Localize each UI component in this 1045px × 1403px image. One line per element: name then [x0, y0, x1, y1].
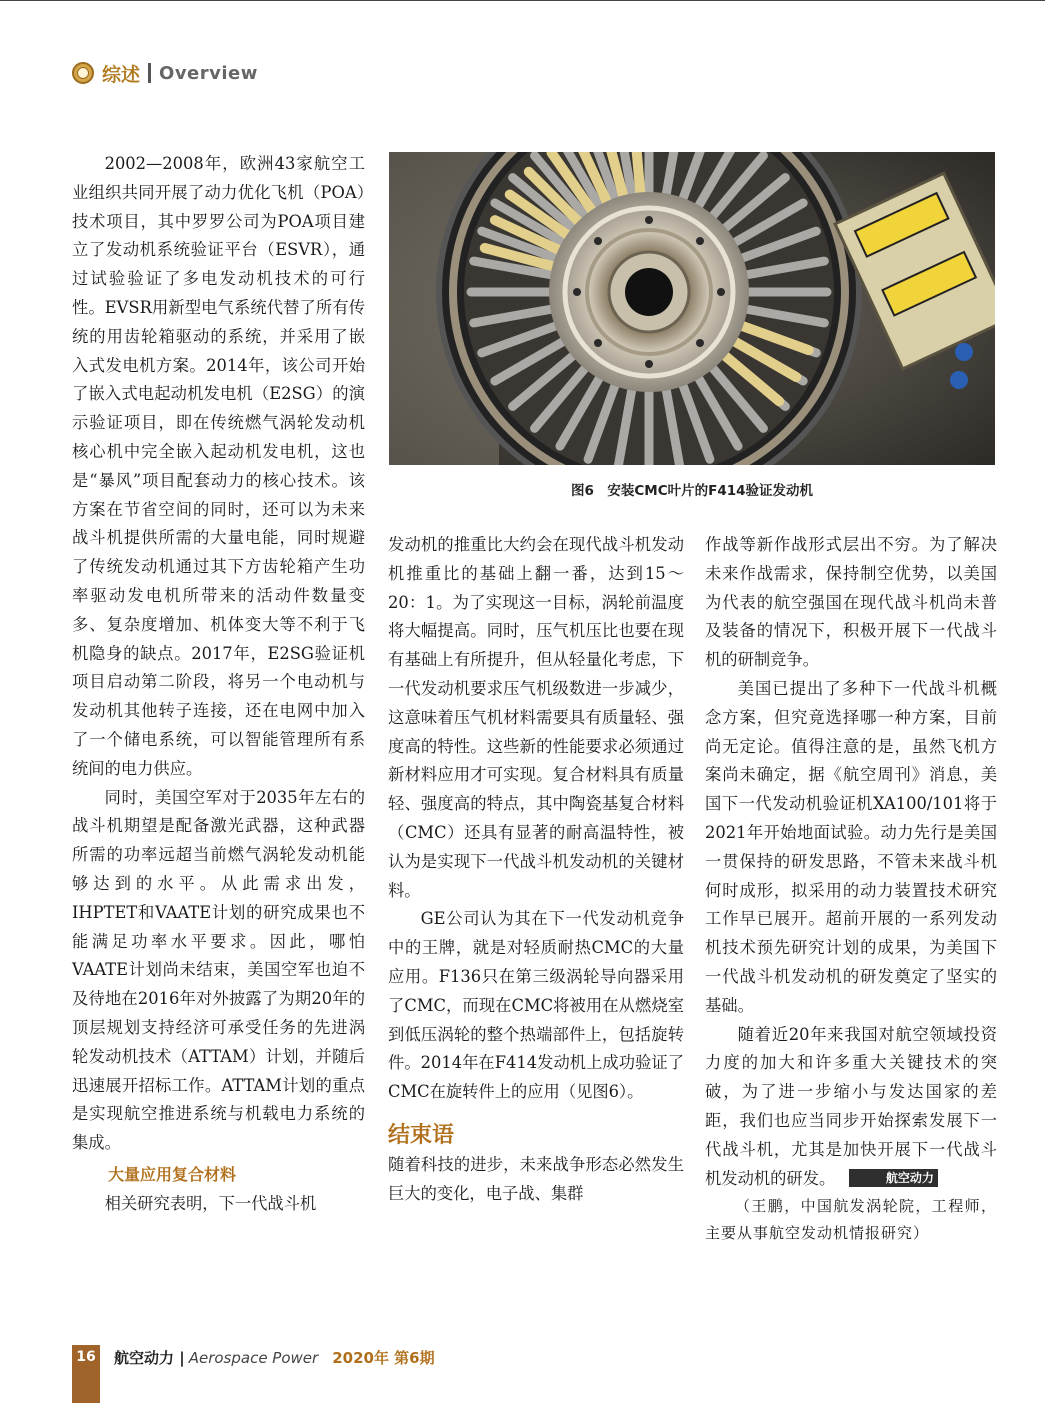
paragraph: 随着科技的进步，未来战争形态必然发生巨大的变化，电子战、集群	[388, 1154, 684, 1203]
section-title-en: Overview	[159, 62, 258, 84]
subsection-heading: 大量应用复合材料	[108, 1164, 237, 1184]
issue-label: 2020年 第6期	[332, 1349, 435, 1367]
section-title-cn: 综述	[102, 63, 141, 86]
journal-name-cn: 航空动力 |	[114, 1349, 185, 1367]
figure-caption: 图6 安装CMC叶片的F414验证发动机	[570, 483, 814, 499]
paragraph: GE公司认为其在下一代发动机竞争中的王牌，就是对轻质耐热CMC的大量应用。F136只在第三级涡轮导向器采用了CMC，而现在CMC将被用在从燃烧室到低压涡轮的整个热端部件上，包括旋转件。2014年在F414发动机上成功验证了CMC在旋转件上的应用（见图6）。	[388, 909, 684, 1102]
journal-logo-icon	[72, 62, 94, 84]
paragraph: 美国已提出了多种下一代战斗机概念方案，但究竟选择哪一种方案，目前尚无定论。值得注意的是，虽然飞机方案尚未确定，据《航空周刊》消息，美国下一代发动机验证机XA100/101将于2021年开始地面试验。动力先行是美国一贯保持的研发思路，不管未来战斗机何时成形，拟采用的动力装置技术研究工作早已展开。超前开展的一系列发动机技术预先研究计划的成果，为美国下一代战斗机发动机的研发奠定了坚实的基础。	[705, 678, 997, 1015]
top-rule	[0, 0, 1045, 1]
conclusion-heading: 结束语	[388, 1122, 455, 1148]
paragraph: 相关研究表明，下一代战斗机	[104, 1193, 317, 1213]
journal-end-mark: 航空动力	[849, 1169, 938, 1187]
text-column-1	[72, 150, 365, 1219]
paragraph: 作战等新作战形式层出不穷。为了解决未来作战需求，保持制空优势，以美国为代表的航空强国在现代战斗机尚未普及装备的情况下，积极开展下一代战斗机的研制竞争。	[705, 535, 997, 670]
paragraph: 发动机的推重比大约会在现代战斗机发动机推重比的基础上翻一番，达到15～20：1。为了实现这一目标，涡轮前温度将大幅提高。同时，压气机压比也要在现有基础上有所提升，但从轻量化考虑，下一代发动机要求压气机级数进一步减少，这意味着压气机材料需要具有质量轻、强度高的特性。这些新的性能要求必须通过新材料应用才可实现。复合材料具有质量轻、强度高的特点，其中陶瓷基复合材料（CMC）还具有显著的耐高温特性，被认为是实现下一代战斗机发动机的关键材料。	[388, 535, 684, 900]
section-header	[72, 60, 258, 86]
text-column-2	[388, 531, 684, 1209]
section-divider	[148, 63, 151, 83]
text-column-3	[705, 531, 997, 1247]
paragraph: 同时，美国空军对于2035年左右的战斗机期望是配备激光武器，这种武器所需的功率远超当前燃气涡轮发动机能够达到的水平。从此需求出发，IHPTET和VAATE计划的研究成果也不能满足功率水平要求。因此，哪怕VAATE计划尚未结束，美国空军也迫不及待地在2016年对外披露了为期20年的顶层规划支持经济可承受任务的先进涡轮发动机技术（ATTAM）计划，并随后迅速展开招标工作。ATTAM计划的重点是实现航空推进系统与机载电力系统的集成。	[72, 787, 365, 1153]
paragraph: 2002—2008年，欧洲43家航空工业组织共同开展了动力优化飞机（POA）技术项目，其中罗罗公司为POA项目建立了发动机系统验证平台（ESVR），通过试验验证了多电发动机技术的可行性。EVSR用新型电气系统代替了所有传统的用齿轮箱驱动的系统，并采用了嵌入式发电机方案。2014年，该公司开始了嵌入式电起动机发电机（E2SG）的演示验证项目，即在传统燃气涡轮发动机核心机中完全嵌入起动机发电机，这也是“暴风”项目配套动力的核心技术。该方案在节省空间的同时，还可以为未来战斗机提供所需的大量电能，同时规避了传统发动机通过其下方齿轮箱产生功率驱动发电机所带来的活动件数量变多、复杂度增加、机体变大等不利于飞机隐身的缺点。2017年，E2SG验证机项目启动第二阶段，将另一个电动机与发动机其他转子连接，还在电网中加入了一个储电系统，可以智能管理所有系统间的电力供应。	[72, 154, 365, 778]
engine-photo	[389, 152, 995, 465]
paragraph	[705, 1021, 997, 1194]
paragraph-text: 随着近20年来我国对航空领域投资力度的加大和许多重大关键技术的突破，为了进一步缩小与发达国家的差距，我们也应当同步开始探索发展下一代战斗机，尤其是加快开展下一代战斗机发动机的研发。	[705, 1024, 997, 1188]
page-number: 16	[76, 1349, 96, 1365]
author-note: （王鹏，中国航发涡轮院，工程师，主要从事航空发动机情报研究）	[705, 1197, 997, 1243]
journal-name-en: Aerospace Power	[188, 1349, 319, 1367]
journal-footer	[114, 1347, 435, 1368]
